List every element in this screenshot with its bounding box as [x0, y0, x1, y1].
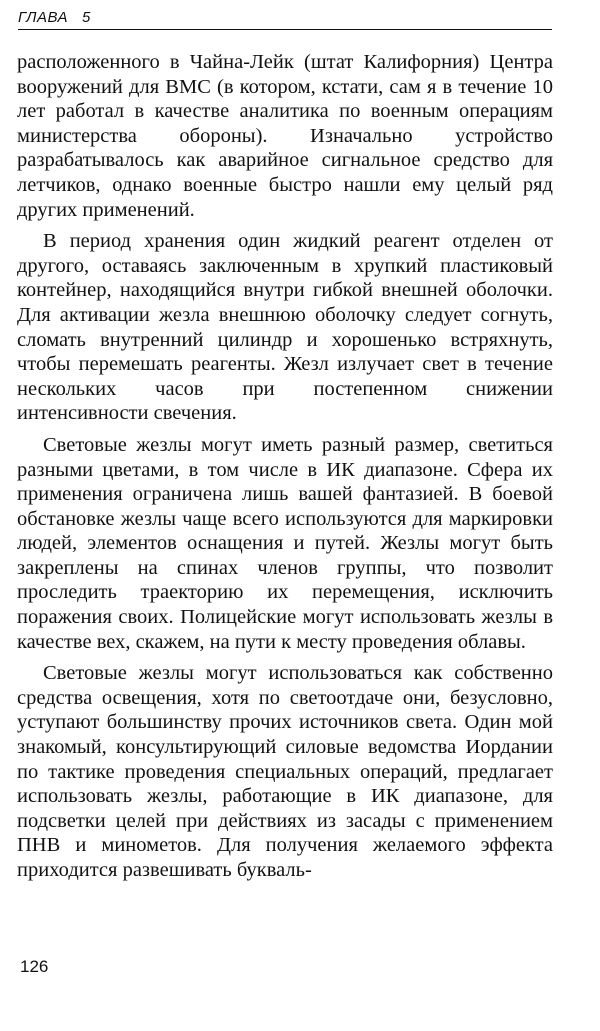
paragraph-3: Световые жезлы могут иметь разный размер, светиться разными цветами, в том числе в ИК диапазоне. Сфера их применения ограничена лишь вашей фантазией. В боевой обстановке жезлы чаще всего используются для маркировки людей, элементов оснащения и путей. Жезлы могут быть закреплены на спинах членов группы, что позволит проследить траекторию их перемещения, исключить поражения своих. Полицейские могут использовать жезлы в качестве вех, скажем, на пути к месту проведения облавы.: [17, 433, 553, 653]
paragraph-4: Световые жезлы могут использоваться как собственно средства освещения, хотя по светоотдаче они, безусловно, уступают большинству прочих источников света. Один мой знакомый, консультирующий силовые ведомства Иордании по тактике проведения специальных операций, предлагает использовать жезлы, работающие в ИК диапазоне, для подсветки целей при действиях из засады с применением ПНВ и минометов. Для получения желаемого эффекта приходится развешивать букваль-: [17, 662, 553, 881]
running-head: [18, 9, 91, 26]
paragraph-2: В период хранения один жидкий реагент отделен от другого, оставаясь заключенным в хрупкий пластиковый контейнер, находящийся внутри гибкой внешней оболочки. Для активации жезла внешнюю оболочку следует согнуть, сломать внутренний цилиндр и хорошенько встряхнуть, чтобы перемешать реагенты. Жезл излучает свет в течение нескольких часов при постепенном снижении интенсивности свечения.: [17, 230, 553, 425]
header-rule: [18, 29, 552, 30]
body-text: [17, 50, 553, 890]
chapter-number: 5: [81, 9, 91, 26]
paragraph-1: расположенного в Чайна-Лейк (штат Калифорния) Центра вооружений для ВМС (в котором, кстати, сам я в течение 10 лет работал в качестве аналитика по военным операциям министерства обороны). Изначально устройство разрабатывалось как аварийное сигнальное средство для летчиков, однако военные быстро нашли ему целый ряд других применений.: [17, 51, 553, 221]
page-number: 126: [20, 957, 49, 976]
chapter-label: ГЛАВА: [18, 9, 68, 26]
